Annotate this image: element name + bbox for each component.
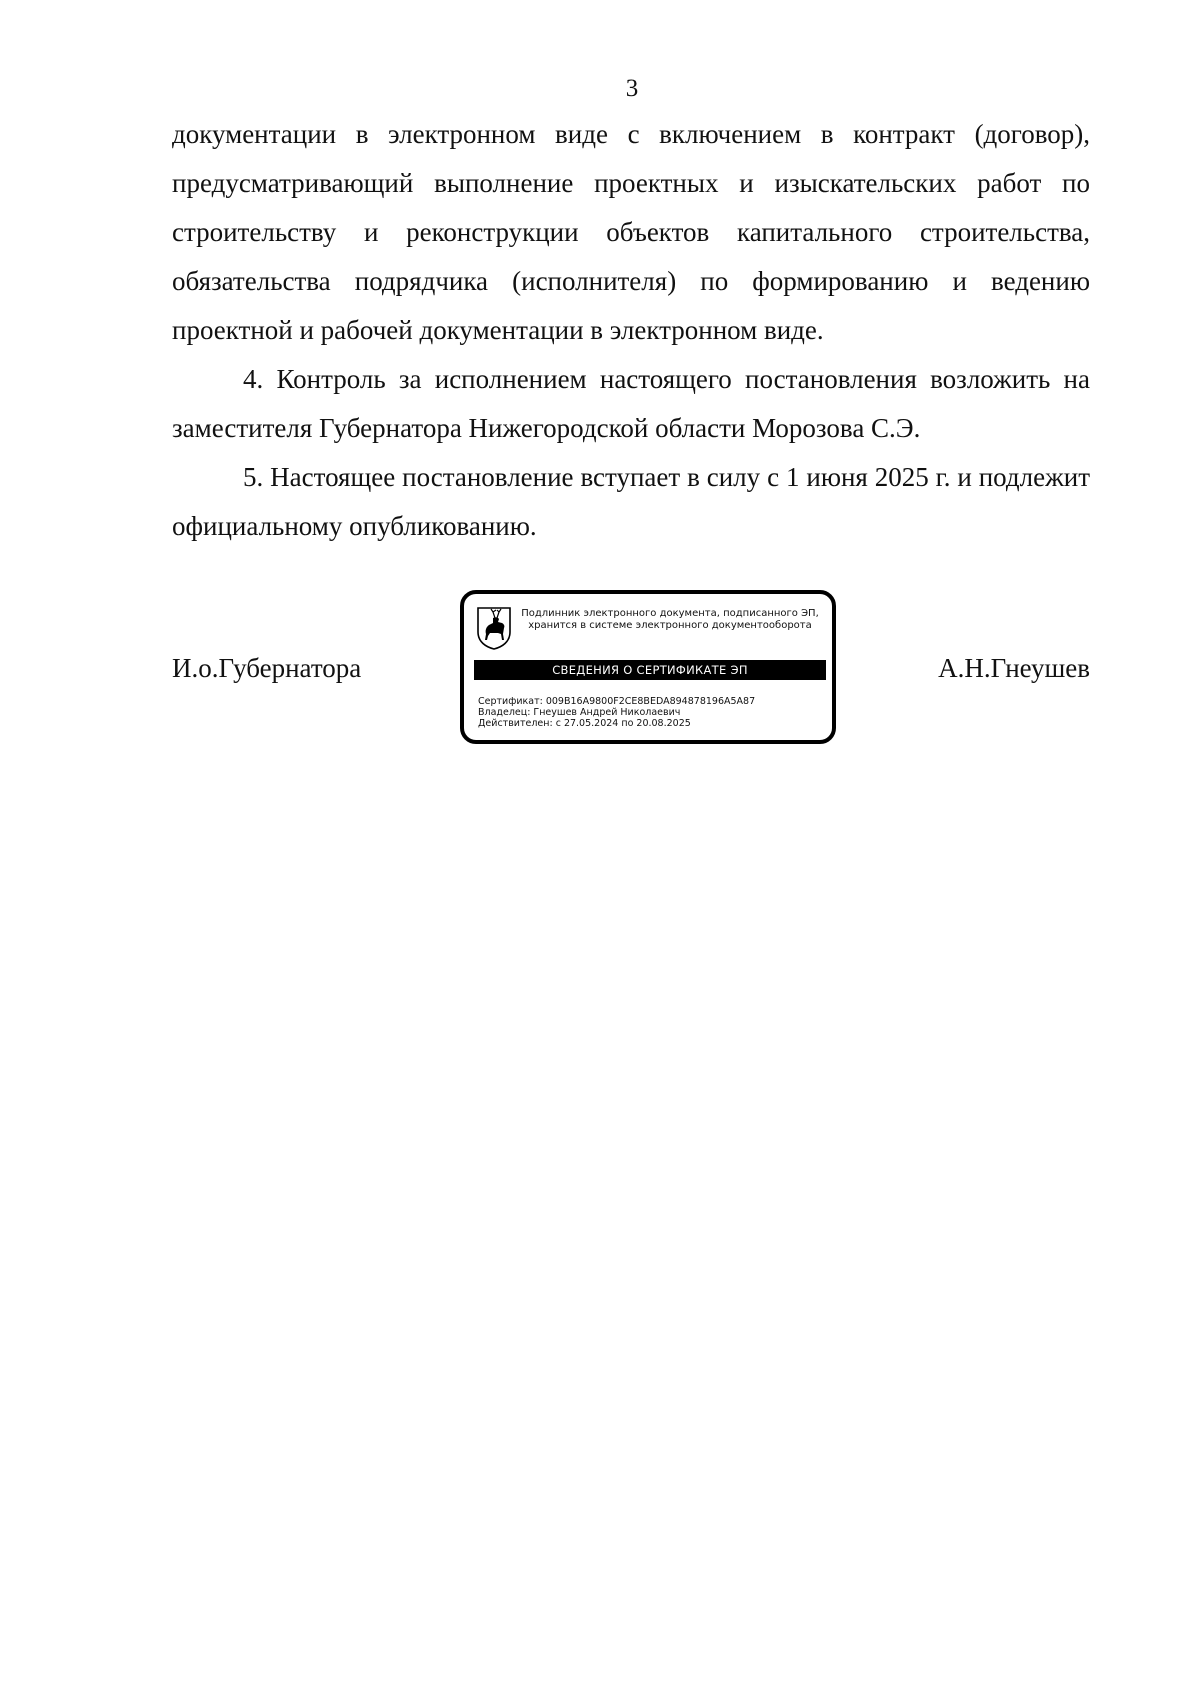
paragraph-continuation: документации в электронном виде с включением в контракт (договор), предусматривающий выполнение проектных и изыскательских работ по строительству и реконструкции объектов капитального строительства, обязательства подрядчика (исполнителя) по формированию и ведению проектной и рабочей документации в электронном виде. xyxy=(172,119,1090,345)
paragraph-4-control: 4. Контроль за исполнением настоящего постановления возложить на заместителя Губернатора Нижегородской области Морозова С.Э. xyxy=(172,364,1090,443)
stamp-header xyxy=(512,608,828,632)
nizhny-novgorod-deer-emblem-icon xyxy=(476,606,512,650)
stamp-certificate-details xyxy=(478,696,828,729)
stamp-certificate-validity: Действителен: с 27.05.2024 по 20.08.2025 xyxy=(478,718,691,729)
stamp-certificate-bar: СВЕДЕНИЯ О СЕРТИФИКАТЕ ЭП xyxy=(474,660,826,680)
signature-block xyxy=(172,590,1090,755)
electronic-signature-stamp xyxy=(460,590,836,744)
document-body xyxy=(172,110,1090,551)
signatory-name: А.Н.Гнеушев xyxy=(938,653,1090,683)
stamp-certificate-number: Сертификат: 009B16A9800F2CE8BEDA894878196A5A87 xyxy=(478,696,756,707)
stamp-header-line: хранится в системе электронного документооборота xyxy=(528,620,812,631)
stamp-header-line: Подлинник электронного документа, подписанного ЭП, xyxy=(521,608,819,619)
page-number: 3 xyxy=(625,75,639,102)
paragraph-5-effective-date: 5. Настоящее постановление вступает в силу с 1 июня 2025 г. и подлежит официальному опубликованию. xyxy=(172,462,1090,541)
signatory-title: И.о.Губернатора xyxy=(172,653,362,683)
stamp-certificate-owner: Владелец: Гнеушев Андрей Николаевич xyxy=(478,707,681,718)
